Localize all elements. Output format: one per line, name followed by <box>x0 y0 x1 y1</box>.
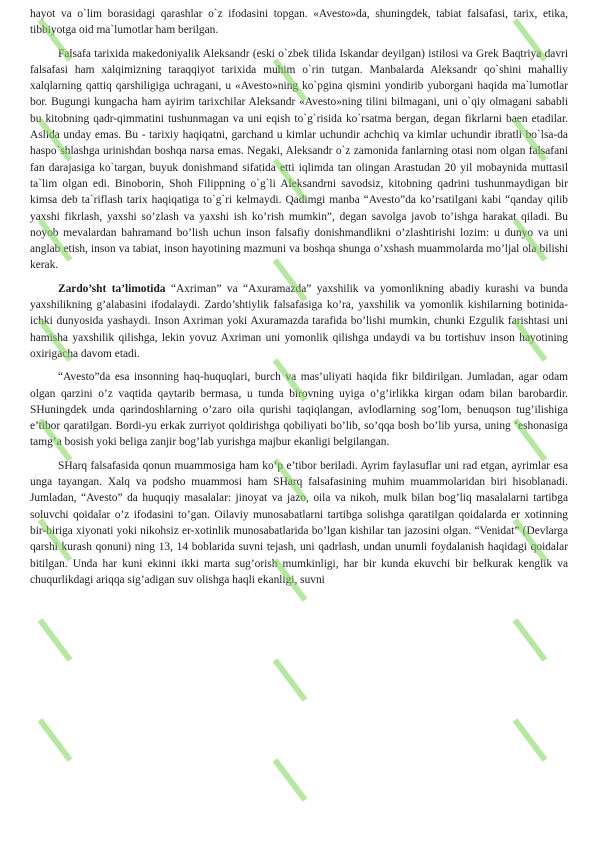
paragraph-1 <box>30 6 568 39</box>
paragraph-2 <box>30 46 568 274</box>
paragraph-5-text: SHarq falsafasida qonun muammosiga ham ko’p e’tibor beriladi. Ayrim faylasuflar uni rad etgan, ayrimlar esa unga tayangan. Xalq va podsho muammosi ham SHarq falsafasining muhim muammolaridan biri hisoblanadi. Jumladan, “Avesto” da huquqiy masalalar: jinoyat va jazo, oila va nikoh, mulk bilan bog’liq masalalarni tartibga soluvchi qoidalar o’z ifodasini to’gan. Oilaviy munosabatlarni tartibga solishga qaratilgan qoidalarda er xotinning bir-biriga xiyonati yoki nikohsiz er-xotinlik munosabatlarida bo’lgan kishilar tan jazosini olgan. “Venidat” (Devlarga qarshi kurash qonuni) ning 13, 14 boblarida suvni tejash, uni qadrlash, undan unumli foydalanish haqidagi qoidalar bitilgan. Unda har kuni ekinni ikki marta sug’orish mumkinligi, har bir kunda ekuvchi bir belkurak kenglik va chuqurlikdagi ariqqa sig’adigan suv olishga haqli ekanligi, suvni <box>30 459 568 586</box>
paragraph-3-bold-term: Zardo’sht ta’limotida <box>58 282 166 295</box>
paragraph-4-text: “Avesto”da esa insonning haq-huquqlari, burch va mas’uliyati haqida fikr bildirilgan. Jumladan, agar odam olgan qarzini o’z vaqtida qaytarib bermasa, u tunda birovning uyiga o’g’irlikka kirgan odam bilan barobardir. SHuningdek unda qarindoshlarning o’zaro oila qurishi taqiqlangan, avlodlarning sog’lom, benuqson tug’ilishiga e’tibor qaratilgan. Bordi-yu erkak zurriyot qoldirishga qobiliyati bo’lib, so’qqa bosh bo’lib yursa, uning ‘eshonasiga tamg’a bosish yoki beliga zanjir bog’lab yurishga majbur ekanligi belgilangan. <box>30 371 568 449</box>
paragraph-5 <box>30 458 568 588</box>
paragraph-3 <box>30 281 568 362</box>
paragraph-2-text: Falsafa tarixida makedoniyalik Aleksandr (eski o`zbek tilida Iskandar deyilgan) istilosi va Grek Baqtriya davri falsafasi ham xalqimizning taraqqiyot tarixida muhim o`rin tutgan. Manbalarda Aleksandr qo`shini mahalliy xalqlarning qattiq qarshiligiga uchragani, u «Avesto»ning ko`pgina qismini yondirib yuborgani haqida ma`lumotlar bor. Bugungi kungacha ham ayirim tarixchilar Aleksandr «Avesto»ning tilini bilmagani, uni o`qiy olmagani sababli bu kitobning qadr-qimmatini tushunmagan va uni eqish to`g`risida ko`rsatma bergan, degan fikrlarni baen etadilar. Aslida unday emas. Bu - tarixiy haqiqatni, garchand u kimlar uchundir achchiq va kimlar uchundir ibratli bo`lsa-da haspo`shlashga urinishdan boshqa narsa emas. Negaki, Aleksandr o`z zamonida fanlarning otasi nom olgan falsafani fan darajasiga ko`targan, buyuk donishmand sifatida etti iqlimda tan olingan Arastudan 20 yil mobaynida muttasil ta`lim olgan edi. Binoborin, Shoh Filippning o`g`li Aleksandrni savodsiz, kitobning qadrini tushunmaydigan bir kimsa deb ta`riflash tarix haqiqatiga to`g`ri kelmaydi. Qadimgi manba “Avesto”da ko’rsatilgani kabi “qanday qilib yaxshi fikrlash, yaxshi so’zlash va yaxshi ish ko’rish mumkin”, degan savolga javob to’ishga harakat qiladi. Bu noyob mevalardan bahramand bo’lish uchun inson falsafiy donishmandlikni o’zlashtirishi lozim: u dunyo va uni anglab etish, inson va tabiat, inson hayotining mazmuni va boshqa shunga o’xshash muammolarda mo’ljal ola bilishi kerak. <box>30 47 568 272</box>
paragraph-1-text: hayot va o`lim borasidagi qarashlar o`z ifodasini topgan. «Avesto»da, shuningdek, tabiat falsafasi, tarix, etika, tibbiyotga oid ma`lumotlar ham berilgan. <box>30 8 568 37</box>
document-body <box>30 6 568 595</box>
paragraph-4 <box>30 369 568 450</box>
paragraph-3-text: “Axriman” va “Axuramazda” yaxshilik va yomonlikning abadiy kurashi va bunda yaxshilikning g’alabasini ifodalaydi. Zardo’shtiylik falsafasiga ko’ra, yaxshilik va yomonlik kishilarning botinida-ichki dunyosida yashaydi. Inson Axriman yoki Axuramazda tarafida bo’lishi mumkin, chunki Ezgulik farishtasi uni hamisha yaxshilik qilishga, lekin yovuz Axriman uni yomonlik qilishga undaydi va bu tortishuv inson hayotining oxirigacha davom etadi. <box>30 282 568 360</box>
